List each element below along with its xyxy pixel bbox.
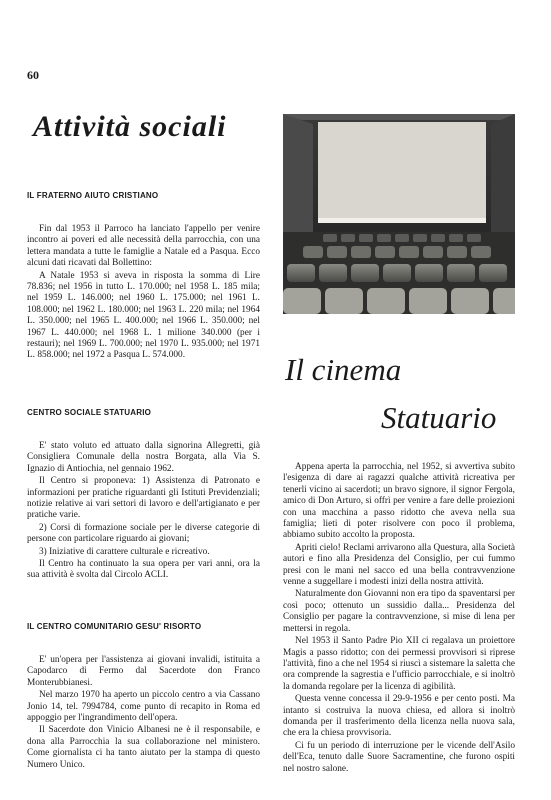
section-heading-centro-sociale: CENTRO SOCIALE STATUARIO xyxy=(27,408,152,417)
paragraph: 3) Iniziative di carattere culturale e ricreativo. xyxy=(39,546,210,557)
paragraph: Nel 1953 il Santo Padre Pio XII ci regalava un proiettore Magis a passo ridotto; con dei permessi provvisori si riprese l'attività, fino a che nel 1954 si riuscì a sistemare la saletta che ora comprende la sagrestia e l'ufficio parrocchiale, e si inoltrò la domanda regolare per la licenza di agibilità. xyxy=(283,636,515,692)
paragraph: E' un'opera per l'assistenza ai giovani invalidi, istituita a Capodarco di Fermo dal Sacerdote don Franco Monterubbianesi. xyxy=(27,655,260,688)
paragraph: Questa venne concessa il 29-9-1956 e per cento posti. Ma intanto si costruiva la nuova chiesa, ed allora si inoltrò domanda per il trasferimento della licenza nella nuova sala, che era la chiesa provvisoria. xyxy=(283,694,515,739)
section-heading-fraterno: IL FRATERNO AIUTO CRISTIANO xyxy=(27,191,159,200)
paragraph: Apriti cielo! Reclami arrivarono alla Questura, alla Società autori e fino alla Presidenza del Consiglio, per cui fummo presi con le mani nel sacco ed una bella contravvenzione venne a suggellare i modesti inizi della nostra attività. xyxy=(283,542,515,588)
paragraph: E' stato voluto ed attuato dalla signorina Allegretti, già Consigliera Comunale della nostra Borgata, alla Via S. Ignazio di Antiochia, nel gennaio 1962. xyxy=(27,441,260,474)
paragraph: A Natale 1953 si aveva in risposta la somma di Lire 78.836; nel 1956 in tutto L. 170.000; nel 1958 L. 185 mila; nel 1959 L. 146.000; nel 1960 L. 175.000; nel 1961 L. 108.000; nel 1962 L. 180.000; nel 1963 L. 220 mila; nel 1964 L. 350.000; nel 1965 L. 400.000; nel 1966 L. 350.000; nel 1967 L. 440.000; nel 1968 L. 1 milione 340.000 (per i restauri); nel 1969 L. 700.000; nel 1970 L. 935.000; nel 1971 L. 858.000; nel 1972 a Pasqua L. 574.000. xyxy=(27,270,260,361)
paragraph: Appena aperta la parrocchia, nel 1952, si avvertiva subito l'esigenza di dare ai ragazzi qualche attività ricreativa per tenerli vicino ai sacerdoti; un bravo signore, il signor Fergola, amico di Don Arturo, si offrì per venire a fare delle proiezioni con una macchina a passo ridotto che aveva nella sua famiglia; lieti di poter risolvere con poco il problema, abbiamo subito accolto la proposta. xyxy=(283,462,515,541)
cinema-hall-illustration xyxy=(283,114,515,314)
paragraph: Fin dal 1953 il Parroco ha lanciato l'appello per venire incontro ai poveri ed alle necessità della parrocchia, con una lettera mandata a tutte le famiglie a Natale ed a Pasqua. Ecco alcuni dati ricavati dal Bollettino: xyxy=(27,224,260,269)
paragraph: Il Centro ha continuato la sua opera per vari anni, ora la sua attività è svolta dal Circolo ACLI. xyxy=(27,559,260,581)
section-body-fraterno xyxy=(27,224,260,363)
page-number: 60 xyxy=(27,68,39,82)
section-body-cinema xyxy=(283,462,515,776)
paragraph: Il Sacerdote don Vinicio Albanesi ne è il responsabile, e dona alla Parrocchia la sua collaborazione nel ministero. Come giornalista ci ha tanto aiutato per la stampa di questo Numero Unico. xyxy=(27,725,260,770)
section-heading-comunitario: IL CENTRO COMUNITARIO GESU' RISORTO xyxy=(27,622,202,631)
paragraph: Naturalmente don Giovanni non era tipo da spaventarsi per così poco; ottenuto un sussidio dalla... Presidenza del Consiglio per pagare la contravvenzione, si mise di lena per mettersi in regola. xyxy=(283,589,515,634)
cinema-title-line1: Il cinema xyxy=(285,352,402,387)
section-body-comunitario xyxy=(27,655,260,772)
paragraph: Il Centro si proponeva: 1) Assistenza di Patronato e informazioni per pratiche riguardanti gli Istituti Previdenziali; notizie relative ai vari settori di lavoro e dell'artigianato e per pratiche varie. xyxy=(27,476,260,521)
paragraph: Nel marzo 1970 ha aperto un piccolo centro a via Cassano Jonio 14, tel. 7994784, come punto di recapito in Roma ed appoggio per l'ingrandimento dell'opera. xyxy=(27,690,260,724)
paragraph: 2) Corsi di formazione sociale per le diverse categorie di persone con particolare riguardo ai giovani; xyxy=(27,522,260,545)
cinema-hall-photo xyxy=(283,114,515,314)
page-title: Attività sociali xyxy=(33,110,227,143)
paragraph: Ci fu un periodo di interruzione per le vicende dell'Asilo dell'Eca, tenuto dalle Suore Sacramentine, che furono ospiti nel nostro salone. xyxy=(283,740,515,774)
section-body-centro-sociale xyxy=(27,441,260,583)
cinema-title-line2: Statuario xyxy=(381,400,497,435)
